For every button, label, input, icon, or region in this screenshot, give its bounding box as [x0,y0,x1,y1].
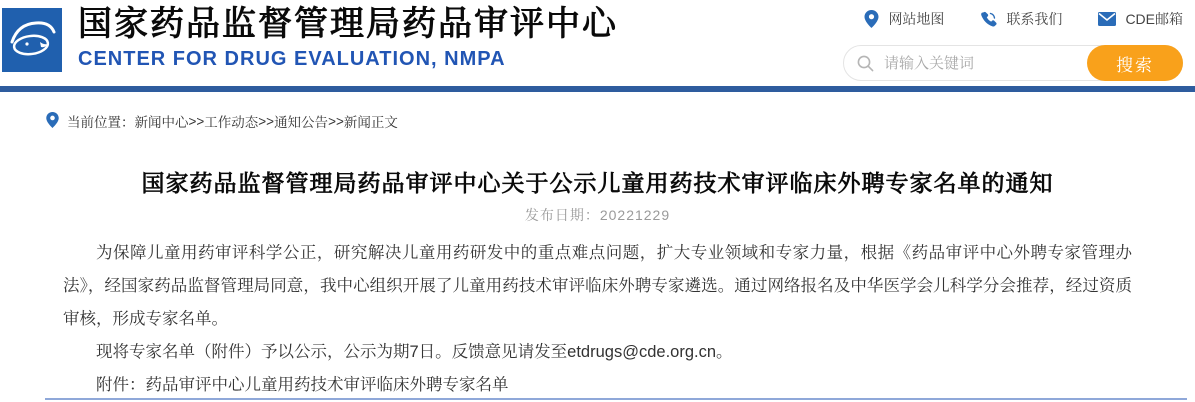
article-title: 国家药品监督管理局药品审评中心关于公示儿童用药技术审评临床外聘专家名单的通知 [141,170,1054,196]
sitemap-link[interactable] [864,9,944,29]
cde-mailbox-link-label: CDE邮箱 [1125,11,1183,27]
breadcrumb-item-notices[interactable]: 通知公告 [274,115,329,130]
article-paragraph: 现将专家名单（附件）予以公示，公示为期7日。反馈意见请发至etdrugs@cde.org.cn。 [96,343,733,361]
breadcrumb-separator: >> [328,113,344,129]
site-search [843,45,1183,81]
phone-icon [980,11,997,28]
map-pin-icon [864,10,879,28]
article-paragraph-attachment: 附件：药品审评中心儿童用药技术审评临床外聘专家名单 [96,376,509,394]
publish-date-value: 20221229 [599,207,671,223]
publish-date [0,205,1195,225]
breadcrumb [46,111,398,131]
site-header [0,0,1195,86]
breadcrumb-separator: >> [188,113,205,129]
breadcrumb-separator: >> [258,113,275,129]
site-title: 国家药品监督管理局药品审评中心 [78,5,618,43]
breadcrumb-item-article[interactable]: 新闻正文 [343,115,398,130]
cde-mailbox-link[interactable] [1098,9,1183,29]
article-paragraph: 为保障儿童用药审评科学公正，研究解决儿童用药研发中的重点难点问题，扩大专业领域和专家力量，根据《药品审评中心外聘专家管理办法》，经国家药品监督管理局同意，我中心组织开展了儿童用药技术审评临床外聘专家遴选。通过网络报名及中华医学会儿科学分会推荐，经过资质审核，形成专家名单。 [63,244,1132,328]
header-quick-links [864,9,1183,29]
site-title-block [78,3,618,71]
contact-us-link-label: 联系我们 [1006,11,1063,27]
contact-us-link[interactable] [980,9,1062,29]
search-button[interactable]: 搜索 [1087,45,1183,81]
breadcrumb-trail [67,111,398,131]
breadcrumb-label: 当前位置： [67,115,135,130]
sitemap-link-label: 网站地图 [888,11,945,27]
article-body [63,237,1132,402]
breadcrumb-item-work-dynamics[interactable]: 工作动态 [204,115,259,130]
site-subtitle: CENTER FOR DRUG EVALUATION, NMPA [78,48,506,70]
cde-logo-icon[interactable] [2,8,62,72]
header-divider-bar [0,86,1195,92]
location-pin-icon [46,112,59,131]
publish-date-label: 发布日期： [524,207,600,223]
breadcrumb-item-news-center[interactable]: 新闻中心 [134,115,189,130]
envelope-icon [1098,12,1116,26]
